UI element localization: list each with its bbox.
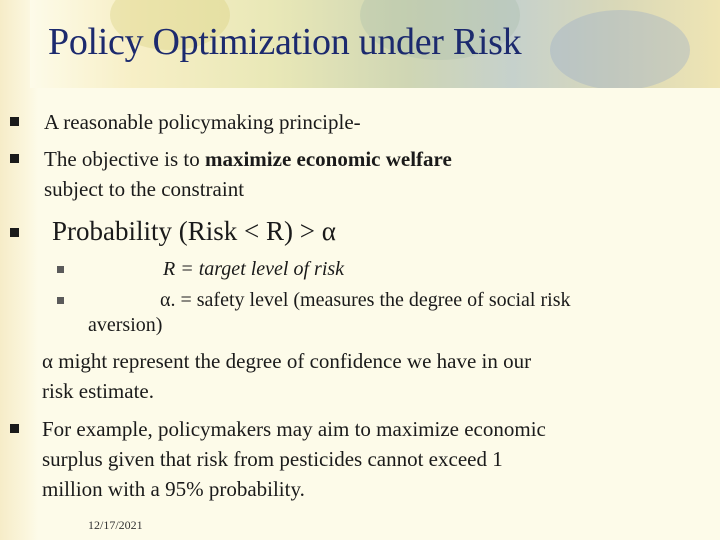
sub-bullet-text-continuation: aversion) bbox=[88, 314, 163, 336]
bullet-text bbox=[44, 144, 452, 174]
bullet-icon bbox=[10, 424, 19, 433]
bullet-icon bbox=[10, 228, 19, 237]
bullet-icon bbox=[10, 117, 19, 126]
paragraph-text: α might represent the degree of confidence we have in our bbox=[42, 349, 532, 373]
banner-swirl bbox=[550, 10, 690, 88]
bullet-text: A reasonable policymaking principle- bbox=[44, 110, 361, 134]
bullet-icon bbox=[10, 154, 19, 163]
sub-bullet-icon bbox=[57, 266, 64, 273]
sub-bullet-text: α. = safety level (measures the degree of social risk bbox=[160, 289, 571, 311]
slide-date: 12/17/2021 bbox=[88, 518, 143, 532]
bullet-text-continuation: subject to the constraint bbox=[44, 177, 245, 201]
bullet-text-plain: The objective is to bbox=[44, 147, 205, 171]
sub-bullet-icon bbox=[57, 297, 64, 304]
bullet-text-bold: maximize economic welfare bbox=[204, 147, 452, 171]
formula-text: Probability (Risk < R) > α bbox=[52, 216, 336, 246]
bullet-text: For example, policymakers may aim to maximize economic bbox=[42, 417, 546, 441]
slide-title: Policy Optimization under Risk bbox=[48, 21, 522, 63]
paragraph-text: risk estimate. bbox=[42, 379, 154, 403]
bullet-text-continuation: million with a 95% probability. bbox=[42, 477, 305, 501]
bullet-text-continuation: surplus given that risk from pesticides cannot exceed 1 bbox=[42, 447, 503, 471]
sub-bullet-text: R = target level of risk bbox=[163, 258, 345, 280]
